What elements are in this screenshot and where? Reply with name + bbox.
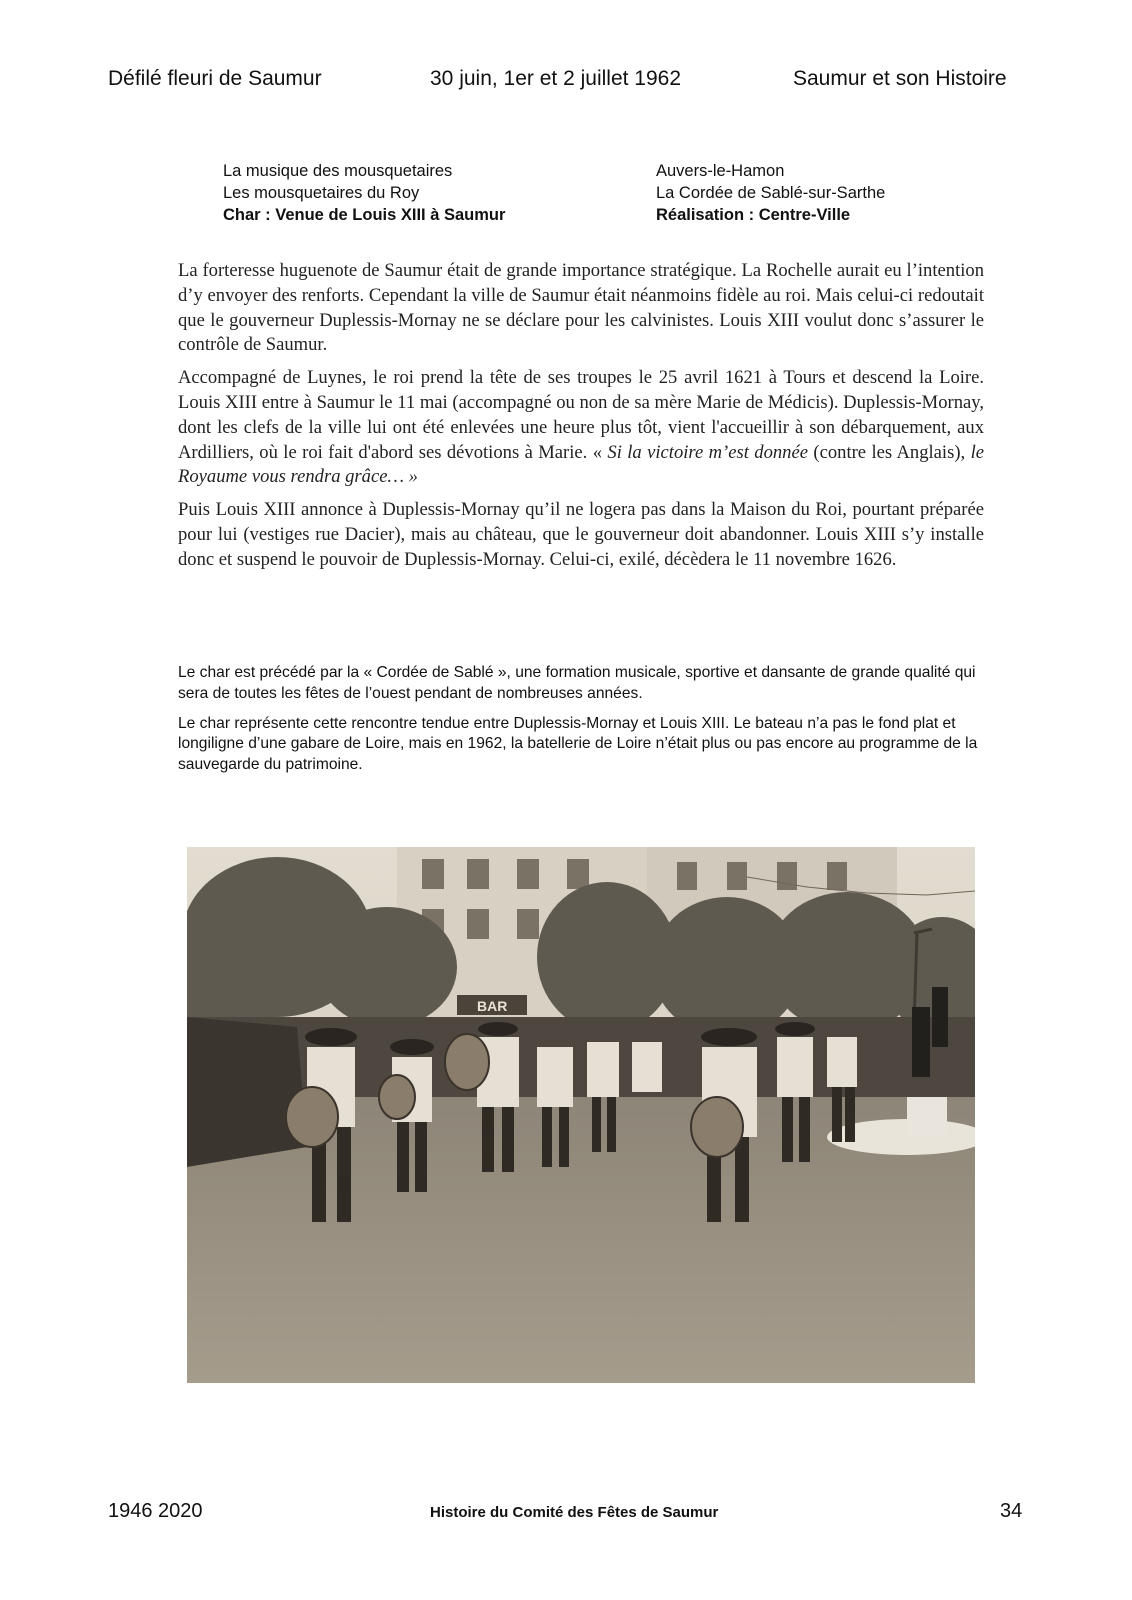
narrative-text <box>178 259 984 581</box>
narrative-paragraph: La forteresse huguenote de Saumur était de grande importance stratégique. La Rochelle aurait eu l’intention d’y envoyer des renforts. Cependant la ville de Saumur était néanmoins fidèle au roi. Mais celui-ci redoutait que le gouverneur Duplessis-Mornay ne se déclare pour les calvinistes. Louis XIII voulut donc s’assurer le contrôle de Saumur. <box>178 260 984 356</box>
credit-line: Auvers-le-Hamon <box>656 162 785 180</box>
commentary-paragraph: Le char est précédé par la « Cordée de Sablé », une formation musicale, sportive et dansante de grande qualité qui sera de toutes les fêtes de l’ouest pendant de nombreuses années. <box>178 664 976 702</box>
commentary-text <box>178 663 984 785</box>
narrative-paragraph: Accompagné de Luynes, le roi prend la tête de ses troupes le 25 avril 1621 à Tours et descend la Loire. Louis XIII entre à Saumur le 11 mai (accompagné ou non de sa mère Marie de Médicis). Duplessis-Mornay, dont les clefs de la ville lui ont été enlevées une heure plus tôt, vient l'accueillir à son débarquement, aux Ardilliers, où le roi fait d'abord ses dévotions à Marie. « Si la victoire m’est donnée (contre les Anglais), le Royaume vous rendra grâce… » <box>178 367 985 488</box>
narrative-paragraph: Puis Louis XIII annonce à Duplessis-Mornay qu’il ne logera pas dans la Maison du Roi, pourtant préparée pour lui (vestiges rue Dacier), mais au château, que le gouverneur doit abandonner. Louis XIII s’y installe donc et suspend le pouvoir de Duplessis-Mornay. Celui-ci, exilé, décèdera le 11 novembre 1626. <box>178 499 984 570</box>
header-left: Défilé fleuri de Saumur <box>108 67 322 90</box>
header-center: 30 juin, 1er et 2 juillet 1962 <box>430 67 682 90</box>
parade-photo <box>187 847 975 1383</box>
credit-line: Les mousquetaires du Roy <box>223 184 420 202</box>
svg-text:BAR: BAR <box>477 998 508 1014</box>
page-number: 34 <box>1000 1500 1023 1522</box>
commentary-paragraph: Le char représente cette rencontre tendue entre Duplessis-Mornay et Louis XIII. Le bateau n’a pas le fond plat et longiligne d’une gabare de Loire, mais en 1962, la batellerie de Loire n’était plus ou pas encore au programme de la sauvegarde du patrimoine. <box>178 714 978 774</box>
credits-left <box>223 160 505 226</box>
footer-title: Histoire du Comité des Fêtes de Saumur <box>430 1504 719 1521</box>
credits-right <box>656 160 885 226</box>
credit-line-bold: Réalisation : Centre-Ville <box>656 206 851 224</box>
credit-line: La musique des mousquetaires <box>223 162 453 180</box>
credit-line-bold: Char : Venue de Louis XIII à Saumur <box>223 206 506 224</box>
header-right: Saumur et son Histoire <box>793 67 1007 90</box>
footer-years: 1946 2020 <box>108 1500 203 1522</box>
credit-line: La Cordée de Sablé-sur-Sarthe <box>656 184 886 202</box>
